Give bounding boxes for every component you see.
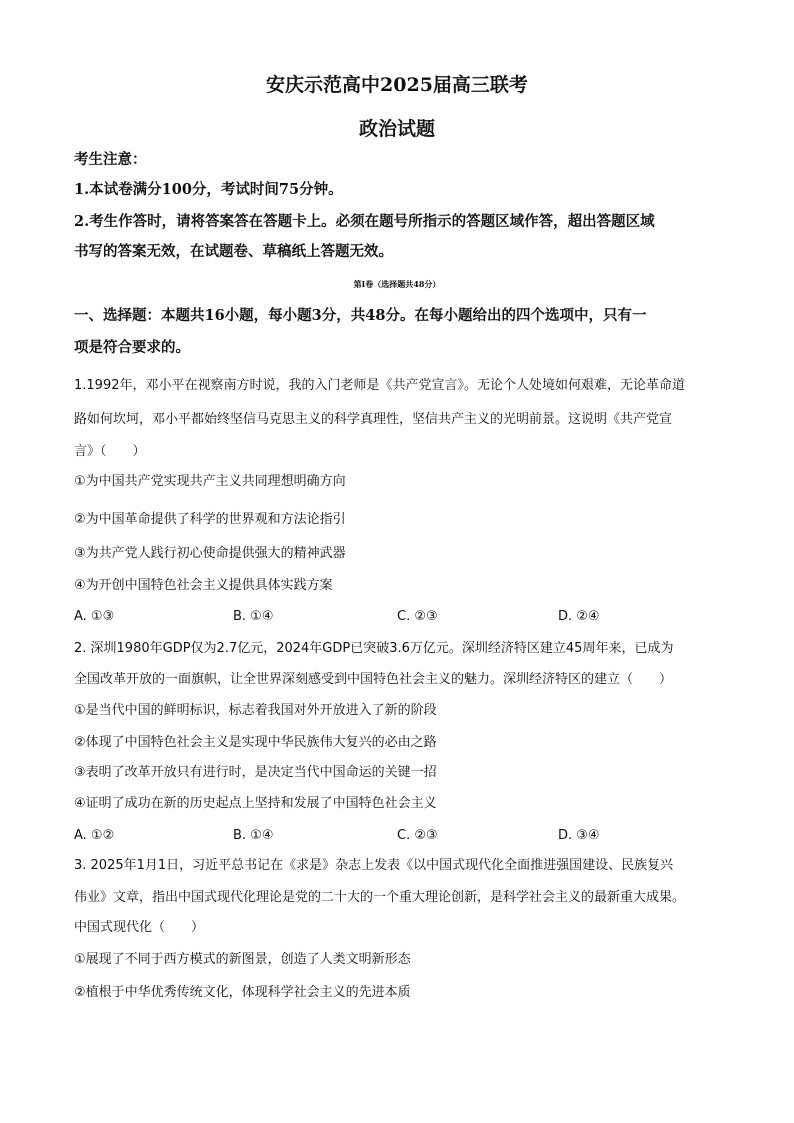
question-1-stem-line-2: 路如何坎坷，邓小平都始终坚信马克思主义的科学真理性，坚信共产主义的光明前景。这说明《共产党宣 <box>74 412 673 427</box>
question-3-stem-line-2: 伟业》文章，指出中国式现代化理论是党的二十大的一个重大理论创新，是科学社会主义的最新重大成果。 <box>74 890 686 905</box>
section-title: 第Ⅰ卷（选择题共48分） <box>353 279 441 289</box>
question-2-item-4: ④证明了成功在新的历史起点上坚持和发展了中国特色社会主义 <box>74 796 437 811</box>
question-2-choice-c[interactable]: C. ②③ <box>397 828 438 843</box>
question-3-stem-line-3: 中国式现代化（ ） <box>74 920 205 935</box>
subject-title: 政治试题 <box>358 118 435 140</box>
question-1-choice-c[interactable]: C. ②③ <box>397 609 438 624</box>
question-1-item-1: ①为中国共产党实现共产主义共同理想明确方向 <box>74 474 346 489</box>
question-1-choice-b[interactable]: B. ①④ <box>233 609 274 624</box>
notice-item-2-line-1: 2.考生作答时，请将答案答在答题卡上。必须在题号所指示的答题区域作答，超出答题区域 <box>74 213 655 230</box>
question-1-stem-line-1: 1.1992年，邓小平在视察南方时说，我的入门老师是《共产党宣言》。无论个人处境如何艰难，无论革命道 <box>74 378 685 393</box>
question-3-stem-line-1: 3. 2025年1月1日，习近平总书记在《求是》杂志上发表《以中国式现代化全面推进强国建设、民族复兴 <box>74 858 674 873</box>
question-1-stem-line-3: 言》（ ） <box>74 444 146 459</box>
question-2-item-3: ③表明了改革开放只有进行时，是决定当代中国命运的关键一招 <box>74 765 437 780</box>
section-instructions-line-1: 一、选择题：本题共16小题，每小题3分，共48分。在每小题给出的四个选项中，只有一 <box>74 307 647 324</box>
question-2-stem-line-2: 全国改革开放的一面旗帜，让全世界深刻感受到中国特色社会主义的魅力。深圳经济特区的建立（ ） <box>74 672 673 687</box>
notice-item-2-line-2: 书写的答案无效，在试题卷、草稿纸上答题无效。 <box>74 243 393 260</box>
question-2-choice-d[interactable]: D. ③④ <box>558 828 600 843</box>
question-2-item-1: ①是当代中国的鲜明标识，标志着我国对外开放进入了新的阶段 <box>74 703 437 718</box>
question-1-item-3: ③为共产党人践行初心使命提供强大的精神武器 <box>74 546 346 561</box>
question-2-choice-b[interactable]: B. ①④ <box>233 828 274 843</box>
notice-item-1: 1.本试卷满分100分，考试时间75分钟。 <box>74 181 343 198</box>
question-2-choice-a[interactable]: A. ①② <box>74 828 115 843</box>
question-3-item-1: ①展现了不同于西方模式的新图景，创造了人类文明新形态 <box>74 952 411 967</box>
question-1-choice-a[interactable]: A. ①③ <box>74 609 115 624</box>
question-1-item-2: ②为中国革命提供了科学的世界观和方法论指引 <box>74 512 346 527</box>
question-2-stem-line-1: 2. 深圳1980年GDP仅为2.7亿元，2024年GDP已突破3.6万亿元。深圳经济特区建立45周年来，已成为 <box>74 641 674 656</box>
section-instructions-line-2: 项是符合要求的。 <box>74 339 190 356</box>
notice-heading: 考生注意： <box>74 151 147 168</box>
question-2-item-2: ②体现了中国特色社会主义是实现中华民族伟大复兴的必由之路 <box>74 735 437 750</box>
question-1-item-4: ④为开创中国特色社会主义提供具体实践方案 <box>74 578 333 593</box>
question-3-item-2: ②植根于中华优秀传统文化，体现科学社会主义的先进本质 <box>74 985 411 1000</box>
exam-title: 安庆示范高中2025届高三联考 <box>266 74 528 96</box>
question-1-choice-d[interactable]: D. ②④ <box>558 609 600 624</box>
